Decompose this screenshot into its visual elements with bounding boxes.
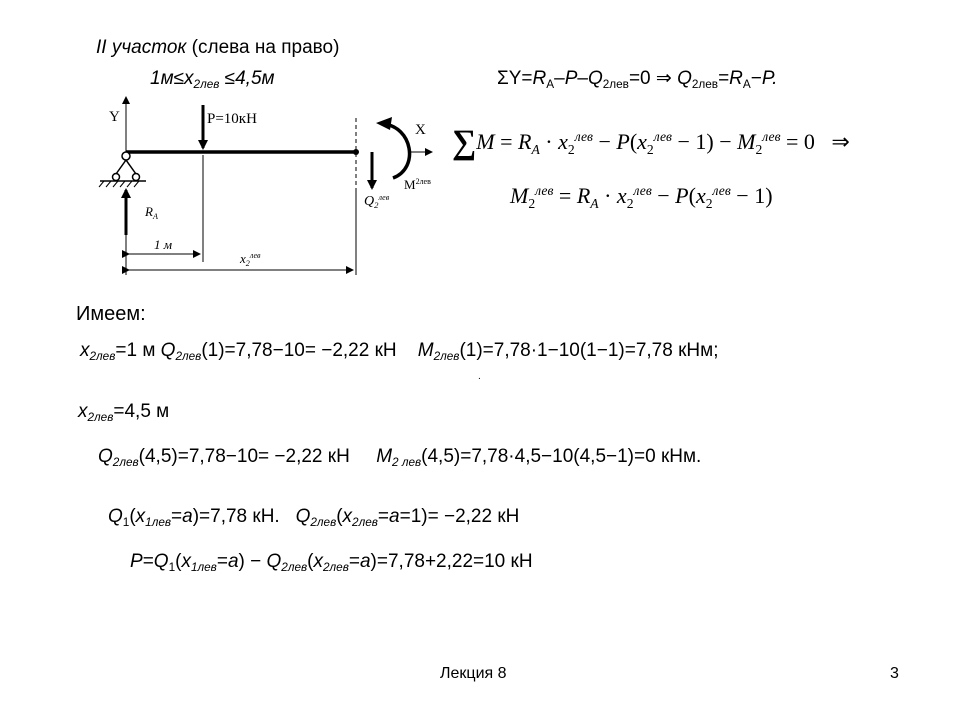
sum-y-equation: $\Sigma Y=R_A-P-Q_{2лев}=0$ ⇒ $Q_{2лев}=R_A-P$. [497, 68, 778, 92]
dim-label-1: 1 м [154, 237, 173, 252]
shear-label: $Q_2^{лев}$ [364, 193, 390, 211]
result-line-3: $Q_{2лев}(4,5)=7,78-10= -2,22$ кН $M_{2 лев}(4,5)=7,78\cdot 4,5-10(4,5-1)=0$ кНм. [98, 446, 702, 470]
footer-lecture: Лекция 8 [440, 665, 507, 682]
moment-arc [383, 124, 410, 178]
dot: . [478, 371, 481, 382]
force-label: P=10кН [207, 111, 257, 127]
footer-page-number: 3 [890, 665, 899, 682]
section-title: II участок (слева на право) [96, 37, 340, 58]
result-line-4: $Q_1(x_{1лев}=a)=7,78$ кН. $Q_{2лев}(x_{2лев}=a=1)= -2,22$ кН [108, 506, 520, 530]
moment-label: $M^{2лев}$ [404, 177, 431, 192]
reaction-label: $R_A$ [145, 204, 158, 221]
result-line-1: $x_{2лев}=1$ м $Q_{2лев}(1)=7,78-10= -2,22$ кН $M_{2лев}(1)=7,78\cdot 1-10(1-1)=7,78$ кНм; [80, 340, 719, 364]
sum-m-equation: $\sum M = R_A \cdot x_2^{лев} - P(x_2^{лев} - 1) - M_2^{лев} = 0$ ⇒ [452, 124, 850, 161]
pin-support [99, 152, 146, 187]
result-line-2: $x_{2лев}=4,5$ м [78, 401, 170, 425]
x-axis-label: X [415, 122, 426, 138]
result-line-5: $P=Q_1(x_{1лев}=a) - Q_{2лев}(x_{2лев}=a)=7,78+2,22=10$ кН [130, 551, 533, 575]
section-range: $1м\le x_{2лев} \le 4,5м$ [150, 68, 275, 92]
results-heading: Имеем: [76, 303, 146, 325]
y-axis-label: Y [109, 109, 120, 125]
dim-label-x: $x_2^{лев}$ [240, 251, 261, 268]
m-expression: $M_2^{лев} = R_A \cdot x_2^{лев} - P(x_2^{лев} - 1)$ [510, 182, 773, 211]
